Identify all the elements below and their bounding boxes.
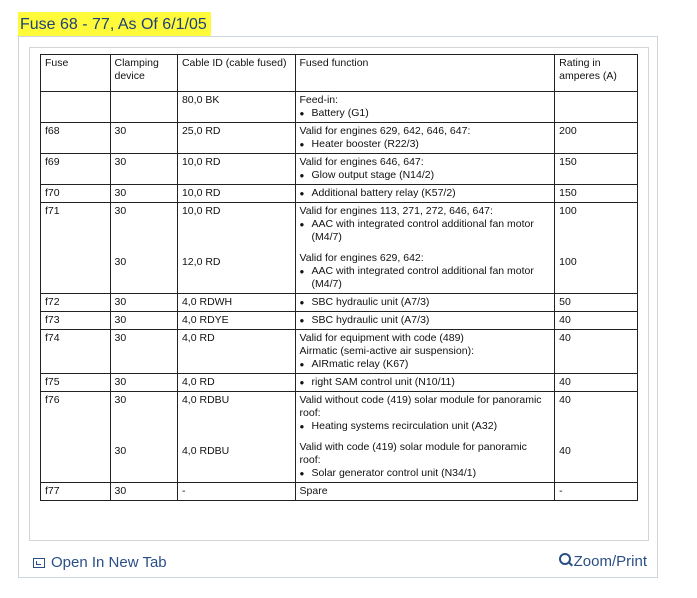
- function-cell: Valid without code (419) solar module for panoramic roof: ● Heating systems recirculation unit (A32) Valid with code (419) solar module for panoramic roof: ● Solar generator control unit (N34/1): [295, 392, 555, 483]
- fuse-cell: f69: [41, 154, 111, 185]
- header-rating: Rating in amperes (A): [555, 55, 638, 92]
- table-row: [41, 392, 638, 483]
- rating-cell: 200: [555, 123, 638, 154]
- fuse-cell: f68: [41, 123, 111, 154]
- fuse-cell: f73: [41, 312, 111, 330]
- cable-cell: 10,0 RD: [177, 185, 295, 203]
- rating-cell: -: [555, 483, 638, 501]
- table-row: [41, 294, 638, 312]
- magnifier-icon: [559, 553, 571, 567]
- function-cell: ● SBC hydraulic unit (A7/3): [295, 312, 555, 330]
- table-row: [41, 483, 638, 501]
- viewer-toolbar: [19, 545, 657, 577]
- function-cell: Valid for engines 113, 271, 272, 646, 647: ● AAC with integrated control additional fan motor (M4/7) Valid for engines 629, 642: ● AAC with integrated control additional fan motor (M4/7): [295, 203, 555, 294]
- rating-cell: 40: [555, 374, 638, 392]
- table-row: [41, 330, 638, 374]
- clamp-cell: 30: [110, 154, 177, 185]
- function-cell: Spare: [295, 483, 555, 501]
- cable-cell: 4,0 RDWH: [177, 294, 295, 312]
- open-in-new-tab-icon: [33, 558, 45, 568]
- cable-cell: 4,0 RDYE: [177, 312, 295, 330]
- open-in-new-tab-link[interactable]: Open In New Tab: [33, 554, 167, 571]
- function-cell: Valid for engines 629, 642, 646, 647: ● Heater booster (R22/3): [295, 123, 555, 154]
- cable-cell: -: [177, 483, 295, 501]
- table-row: [41, 312, 638, 330]
- fuse-cell: f75: [41, 374, 111, 392]
- rating-cell: 150: [555, 154, 638, 185]
- cable-cell: 4,0 RD: [177, 374, 295, 392]
- rating-cell: 40: [555, 312, 638, 330]
- cable-cell: 25,0 RD: [177, 123, 295, 154]
- rating-cell: 100 100: [555, 203, 638, 294]
- clamp-cell: 30: [110, 185, 177, 203]
- clamp-cell: 30: [110, 483, 177, 501]
- table-row: [41, 203, 638, 294]
- header-fused-function: Fused function: [295, 55, 555, 92]
- cable-cell: 80,0 BK: [177, 92, 295, 123]
- rating-cell: 150: [555, 185, 638, 203]
- rating-cell: 50: [555, 294, 638, 312]
- function-cell: Feed-in: ● Battery (G1): [295, 92, 555, 123]
- clamp-cell: 30 30: [110, 392, 177, 483]
- table-row: [41, 154, 638, 185]
- zoom-print-link[interactable]: Zoom/Print: [559, 552, 647, 570]
- fuse-cell: f71: [41, 203, 111, 294]
- fuse-table: [40, 54, 638, 501]
- table-header-row: [41, 55, 638, 92]
- clamp-cell: 30 30: [110, 203, 177, 294]
- fuse-table-document: [29, 47, 649, 541]
- header-clamping-device: Clamping device: [110, 55, 177, 92]
- clamp-cell: 30: [110, 374, 177, 392]
- rating-cell: 40 40: [555, 392, 638, 483]
- table-row: [41, 185, 638, 203]
- function-cell: Valid for equipment with code (489) Airmatic (semi-active air suspension): ● AIRmatic relay (K67): [295, 330, 555, 374]
- clamp-cell: 30: [110, 294, 177, 312]
- header-fuse: Fuse: [41, 55, 111, 92]
- rating-cell: 40: [555, 330, 638, 374]
- image-viewer: [18, 36, 658, 578]
- table-row: [41, 374, 638, 392]
- clamp-cell: 30: [110, 312, 177, 330]
- cable-cell: 10,0 RD: [177, 154, 295, 185]
- cable-cell: 4,0 RDBU 4,0 RDBU: [177, 392, 295, 483]
- clamp-cell: 30: [110, 330, 177, 374]
- cable-cell: 4,0 RD: [177, 330, 295, 374]
- fuse-cell: f70: [41, 185, 111, 203]
- fuse-cell: f74: [41, 330, 111, 374]
- function-cell: Valid for engines 646, 647: ● Glow output stage (N14/2): [295, 154, 555, 185]
- page-title: Fuse 68 - 77, As Of 6/1/05: [18, 12, 211, 38]
- table-row: [41, 92, 638, 123]
- clamp-cell: 30: [110, 123, 177, 154]
- function-cell: ● SBC hydraulic unit (A7/3): [295, 294, 555, 312]
- function-cell: ● right SAM control unit (N10/11): [295, 374, 555, 392]
- table-row: [41, 123, 638, 154]
- fuse-cell: f77: [41, 483, 111, 501]
- fuse-cell: f76: [41, 392, 111, 483]
- function-cell: ● Additional battery relay (K57/2): [295, 185, 555, 203]
- header-cable-id: Cable ID (cable fused): [177, 55, 295, 92]
- cable-cell: 10,0 RD 12,0 RD: [177, 203, 295, 294]
- fuse-cell: f72: [41, 294, 111, 312]
